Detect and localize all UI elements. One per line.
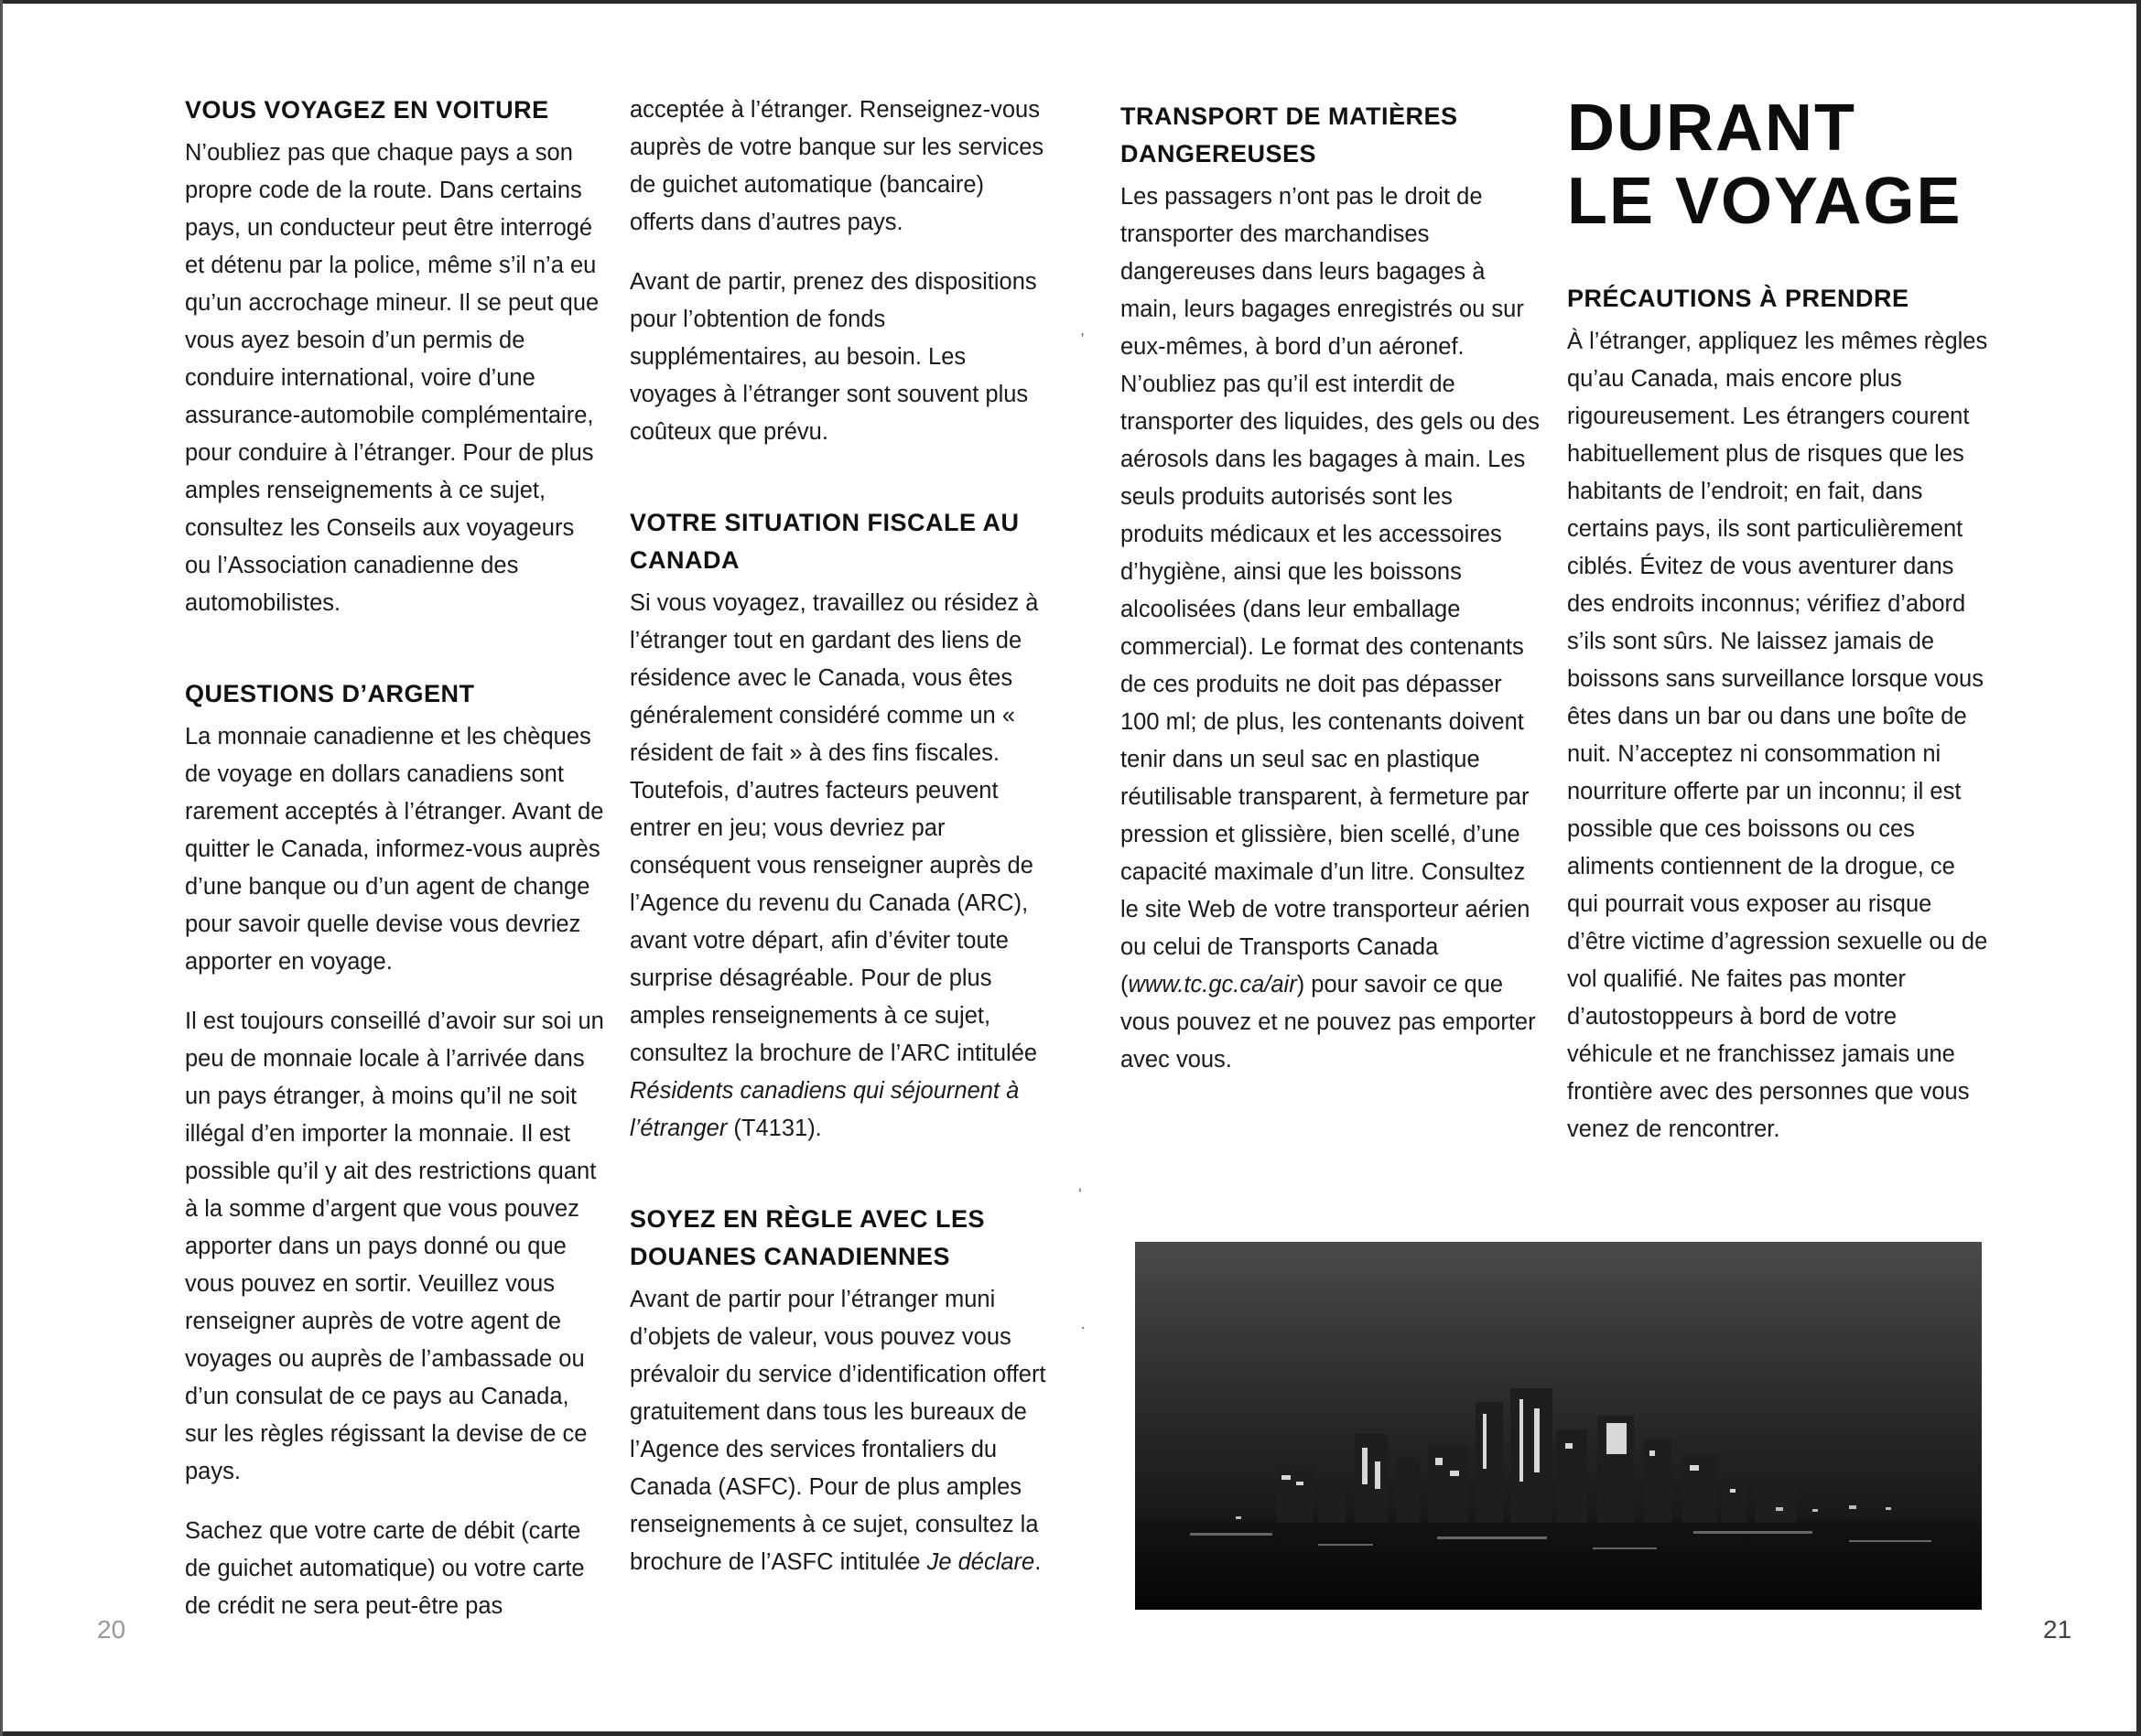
paragraph-voiture: N’oubliez pas que chaque pays a son propre code de la route. Dans certains pays, un conducteur peut être interrogé et détenu par la police, même s’il n’a eu qu’un accrochage mineur. Il se peut que vous ayez besoin d’un permis de conduire international, voire d’une assurance-automobile complémentaire, pour conduire à l’étranger. Pour de plus amples renseignements à ce sujet, consultez les Conseils aux voyageurs ou l’Association canadienne des automobilistes.	[185, 140, 600, 616]
scan-mark: ‘	[1078, 1185, 1082, 1203]
scan-edge-bottom	[0, 1731, 2141, 1736]
paragraph-douanes	[630, 1281, 1051, 1581]
section-title-line-2: LE VOYAGE	[1567, 165, 1963, 238]
transports-canada-url: www.tc.gc.ca/air	[1128, 972, 1297, 997]
paragraph-fiscale	[630, 585, 1051, 1148]
right-page-column-1	[1120, 98, 1541, 1101]
paragraph-douanes-text: Avant de partir pour l’étranger muni d’objets de valeur, vous pouvez vous prévaloir du service d’identification offert gratuitement dans tous les bureaux de l’Agence des services frontaliers du Canada (ASFC). Pour de plus amples renseignements à ce sujet, consultez la brochure de l’ASFC intitulée	[630, 1287, 1046, 1575]
heading-douanes: SOYEZ EN RÈGLE AVEC LES DOUANES CANADIENNES	[630, 1205, 986, 1270]
left-page-column-2	[630, 92, 1051, 1603]
right-page-column-2	[1567, 92, 1988, 1170]
brochure-title-residents: Résidents canadiens qui séjournent à l’étranger	[630, 1078, 1020, 1141]
skyline-illustration	[1135, 1242, 1982, 1610]
scan-edge-top	[0, 0, 2141, 4]
city-skyline-night-photo	[1135, 1242, 1982, 1610]
heading-questions-argent: QUESTIONS D’ARGENT	[185, 680, 475, 707]
paragraph-precautions: À l’étranger, appliquez les mêmes règles qu’au Canada, mais encore plus rigoureusement. Les étrangers courent habituellement plus de risques que les habitants de l’endroit; en fait, dans certains pays, ils sont particulièrement ciblés. Évitez de vous aventurer dans des endroits inconnus; vérifiez d’abord s’ils sont sûrs. Ne laissez jamais de boissons sans surveillance lorsque vous êtes dans un bar ou dans une boîte de nuit. N’acceptez ni consommation ni nourriture offerte par un inconnu; il est possible que ces boissons ou ces aliments contiennent de la drogue, ce qui pourrait vous exposer au risque d’être victime d’agression sexuelle ou de vol qualifié. Ne faites pas monter d’autostoppeurs à bord de votre véhicule et ne franchissez jamais une frontière avec des personnes que vous venez de rencontrer.	[1567, 329, 1988, 1142]
page-number-right: 21	[2043, 1615, 2072, 1644]
paragraph-dangereuses	[1120, 178, 1541, 1079]
scan-edge-right	[2136, 0, 2141, 1736]
brochure-title-je-declare: Je déclare	[926, 1549, 1035, 1575]
scan-mark: ·	[1080, 1318, 1086, 1336]
section-title-line-1: DURANT	[1567, 92, 1856, 165]
heading-precautions: PRÉCAUTIONS À PRENDRE	[1567, 285, 1909, 312]
left-page-column-1	[185, 92, 606, 1647]
heading-matieres-dangereuses: TRANSPORT DE MATIÈRES DANGEREUSES	[1120, 102, 1458, 167]
paragraph-fonds: Avant de partir, prenez des dispositions pour l’obtention de fonds supplémentaires, au besoin. Les voyages à l’étranger sont souvent plus coûteux que prévu.	[630, 269, 1037, 445]
paragraph-dangereuses-end: ) pour savoir ce que vous pouvez et ne pouvez pas emporter avec vous.	[1120, 972, 1536, 1073]
paragraph-fiscale-text: Si vous voyagez, travaillez ou résidez à l’étranger tout en gardant des liens de résidence avec le Canada, vous êtes généralement considéré comme un « résident de fait » à des fins fiscales. Toutefois, d’autres facteurs peuvent entrer en jeu; vous devriez par conséquent vous renseigner auprès de l’Agence du revenu du Canada (ARC), avant votre départ, afin d’éviter toute surprise désagréable. Pour de plus amples renseignements à ce sujet, consultez la brochure de l’ARC intitulée	[630, 590, 1039, 1066]
scan-edge-left	[0, 0, 3, 1736]
paragraph-douanes-end: .	[1034, 1549, 1042, 1575]
paragraph-argent-3: Sachez que votre carte de débit (carte de guichet automatique) ou votre carte de crédit ne sera peut-être pas	[185, 1518, 585, 1619]
paragraph-dangereuses-text: Les passagers n’ont pas le droit de transporter des marchandises dangereuses dans leurs bagages à main, leurs bagages enregistrés ou sur eux-mêmes, à bord d’un aéronef. N’oubliez pas qu’il est interdit de transporter des liquides, des gels ou des aérosols dans les bagages à main. Les seuls produits autorisés sont les produits médicaux et les accessoires d’hygiène, ainsi que les boissons alcoolisées (dans leur emballage commercial). Le format des contenants de ces produits ne doit pas dépasser 100 ml; de plus, les contenants doivent tenir dans un seul sac en plastique réutilisable transparent, à fermeture par pression et glissière, bien scellé, d’une capacité maximale d’un litre. Consultez le site Web de votre transporteur aérien ou celui de Transports Canada (	[1120, 184, 1540, 997]
paragraph-argent-2: Il est toujours conseillé d’avoir sur soi un peu de monnaie locale à l’arrivée dans un pays étranger, à moins qu’il ne soit illégal d’en importer la monnaie. Il est possible qu’il y ait des restrictions quant à la somme d’argent que vous pouvez apporter dans un pays donné ou que vous pouvez en sortir. Veuillez vous renseigner auprès de votre agent de voyages ou auprès de l’ambassade ou d’un consulat de ce pays au Canada, sur les règles régissant la devise de ce pays.	[185, 1008, 604, 1484]
scan-mark: ,	[1080, 320, 1086, 339]
heading-vous-voyagez-en-voiture: VOUS VOYAGEZ EN VOITURE	[185, 96, 549, 124]
section-title	[1567, 92, 1988, 238]
paragraph-fiscale-end: (T4131).	[727, 1116, 822, 1141]
paragraph-guichet-continued: acceptée à l’étranger. Renseignez-vous auprès de votre banque sur les services de guichet automatique (bancaire) offerts dans d’autres pays.	[630, 97, 1044, 235]
page-number-left: 20	[97, 1615, 126, 1644]
paragraph-argent-1: La monnaie canadienne et les chèques de voyage en dollars canadiens sont rarement acceptés à l’étranger. Avant de quitter le Canada, informez-vous auprès d’une banque ou d’un agent de change pour savoir quelle devise vous devriez apporter en voyage.	[185, 724, 604, 975]
heading-situation-fiscale: VOTRE SITUATION FISCALE AU CANADA	[630, 509, 1020, 574]
